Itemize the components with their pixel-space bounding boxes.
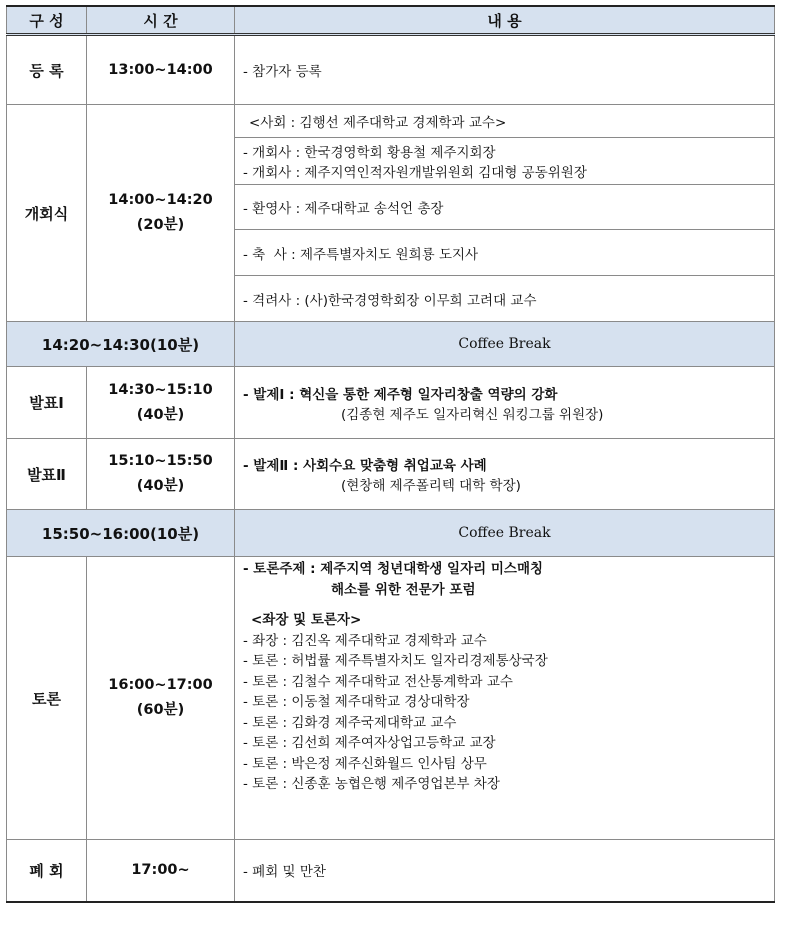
presentation-title: - 발제Ⅱ : 사회수요 맞춤형 취업교육 사례 — [243, 458, 487, 474]
row-label: 토론 — [7, 557, 87, 840]
presentation-1-content — [235, 367, 775, 439]
header-composition: 구 성 — [7, 6, 87, 35]
discussion-topic-line-2: 해소를 위한 전문가 포럼 — [331, 581, 476, 598]
congrats-line: - 축 사 : 제주특별자치도 원희룡 도지사 — [235, 229, 774, 275]
opening-content — [235, 105, 775, 322]
header-content: 내 용 — [235, 6, 775, 35]
table-row-registration — [7, 35, 775, 105]
row-duration: (40분) — [136, 406, 185, 423]
encouragement-line: - 격려사 : (사)한국경영학회장 이무희 고려대 교수 — [235, 275, 774, 321]
panel-header: <좌장 및 토론자> — [251, 612, 362, 628]
presentation-speaker: (김종현 제주도 일자리혁신 워킹그룹 위원장) — [341, 406, 604, 423]
row-label: 등 록 — [7, 35, 87, 105]
panel-item: - 토론 : 김화경 제주국제대학교 교수 — [243, 714, 457, 731]
program-schedule-table — [6, 5, 775, 903]
table-row-discussion — [7, 557, 775, 840]
break-label: Coffee Break — [235, 510, 775, 557]
presentation-title: - 발제Ⅰ : 혁신을 통한 제주형 일자리창출 역량의 강화 — [243, 386, 558, 403]
break-time: 14:20~14:30(10분) — [7, 322, 235, 367]
break-time: 15:50~16:00(10분) — [7, 510, 235, 557]
row-time-cell — [87, 557, 235, 840]
row-content: - 참가자 등록 — [235, 35, 775, 105]
row-time-cell — [87, 439, 235, 510]
row-time: 13:00~14:00 — [87, 35, 235, 105]
panel-item: - 토론 : 김선희 제주여자상업고등학교 교장 — [243, 735, 496, 751]
table-row-presentation-2 — [7, 439, 775, 510]
row-label: 개회식 — [7, 105, 87, 322]
row-content: - 폐회 및 만찬 — [235, 840, 775, 902]
row-time: 15:10~15:50 — [108, 453, 213, 469]
panel-item: - 토론 : 신종훈 농협은행 제주영업본부 차장 — [243, 776, 500, 792]
discussion-topic-line-1: - 토론주제 : 제주지역 청년대학생 일자리 미스매칭 — [243, 561, 544, 577]
table-header-row — [7, 6, 775, 35]
opening-speech-2: - 개회사 : 제주지역인적자원개발위원회 김대형 공동위원장 — [243, 165, 587, 181]
presentation-speaker: (현창해 제주폴리텍 대학 학장) — [341, 478, 521, 494]
row-time-cell — [87, 105, 235, 322]
table-row-opening — [7, 105, 775, 322]
row-time: 14:00~14:20 — [108, 192, 213, 208]
row-time: 14:30~15:10 — [108, 381, 213, 398]
table-row-break-1 — [7, 322, 775, 367]
panel-item: - 토론 : 이동철 제주대학교 경상대학장 — [243, 694, 470, 710]
row-label: 폐 회 — [7, 840, 87, 902]
presentation-2-content — [235, 439, 775, 510]
panel-item: - 토론 : 허법률 제주특별자치도 일자리경제통상국장 — [243, 653, 548, 669]
row-label: 발표Ⅰ — [7, 367, 87, 439]
row-time-cell — [87, 367, 235, 439]
panel-item: - 토론 : 김철수 제주대학교 전산통계학과 교수 — [243, 673, 513, 690]
table-row-closing — [7, 840, 775, 902]
header-time: 시 간 — [87, 6, 235, 35]
panel-item: - 좌장 : 김진옥 제주대학교 경제학과 교수 — [243, 632, 487, 649]
table-row-break-2 — [7, 510, 775, 557]
opening-speech-block — [235, 137, 774, 184]
row-duration: (60분) — [136, 702, 185, 718]
row-time: 16:00~17:00 — [108, 677, 213, 693]
row-duration: (40분) — [136, 478, 185, 494]
panel-item: - 토론 : 박은정 제주신화월드 인사팀 상무 — [243, 755, 487, 772]
welcome-line: - 환영사 : 제주대학교 송석언 총장 — [235, 184, 774, 229]
table-row-presentation-1 — [7, 367, 775, 439]
opening-speech-1: - 개회사 : 한국경영학회 황용철 제주지회장 — [243, 145, 496, 161]
row-duration: (20분) — [136, 217, 185, 233]
row-time: 17:00~ — [87, 840, 235, 902]
mc-line: <사회 : 김행선 제주대학교 경제학과 교수> — [249, 115, 507, 131]
break-label: Coffee Break — [235, 322, 775, 367]
discussion-content — [235, 557, 775, 840]
row-label: 발표Ⅱ — [7, 439, 87, 510]
